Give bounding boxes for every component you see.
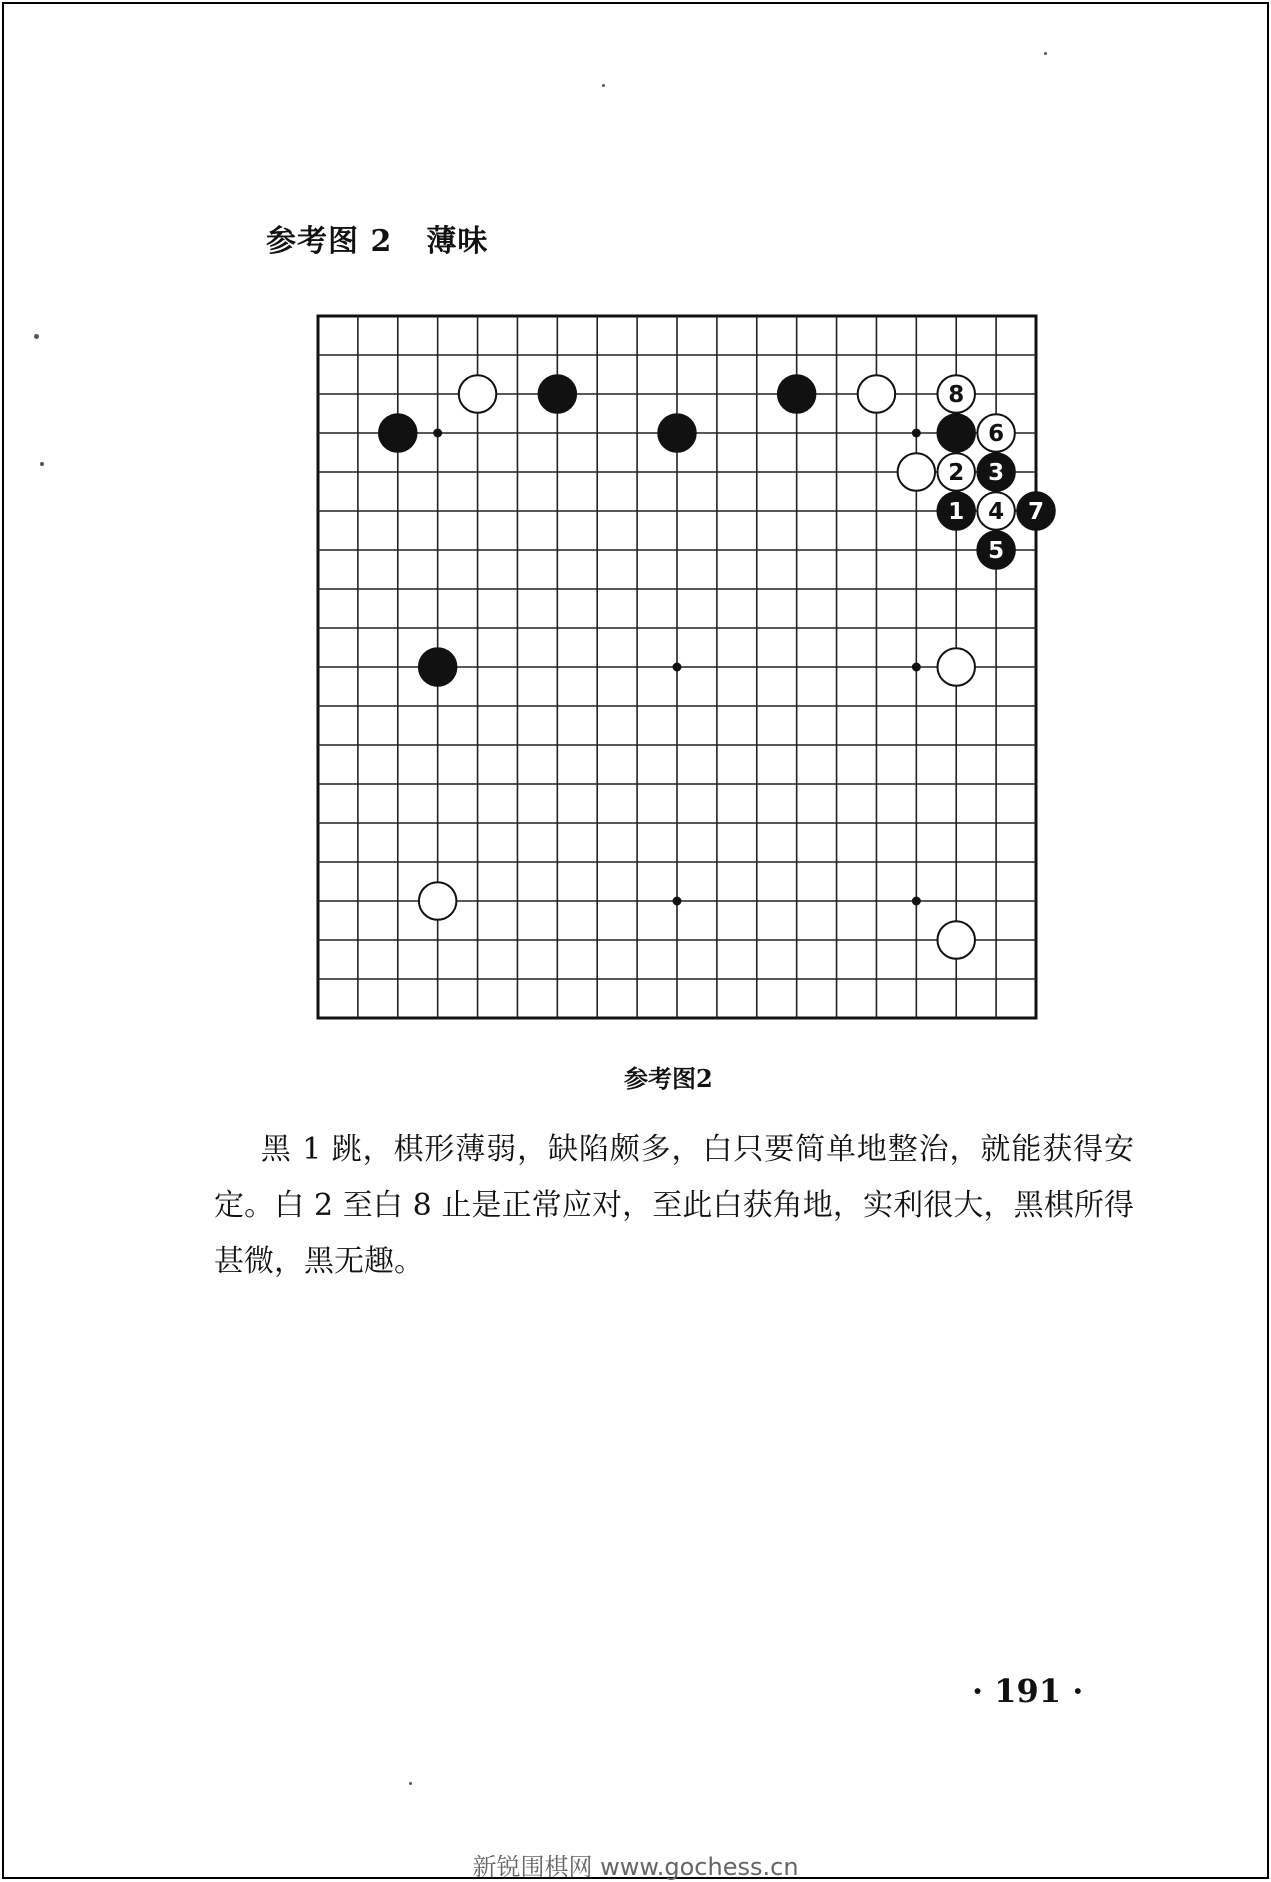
black-stone xyxy=(778,375,815,412)
move-number-label: 3 xyxy=(988,460,1005,486)
move-number-label: 4 xyxy=(988,499,1005,525)
white-stone xyxy=(937,921,974,958)
black-stone xyxy=(379,414,416,451)
black-stone xyxy=(539,375,576,412)
move-number-label: 5 xyxy=(988,538,1005,564)
go-board-diagram xyxy=(4,4,1271,1881)
star-point xyxy=(912,429,921,438)
scan-speck xyxy=(1044,52,1047,55)
commentary-text: 黑 1 跳，棋形薄弱，缺陷颇多，白只要简单地整治，就能获得安定。白 2 至白 8 止是正常应对，至此白获角地，实利很大，黑棋所得甚微，黑无趣。 xyxy=(214,1132,1134,1279)
star-point xyxy=(673,897,682,906)
star-point xyxy=(912,663,921,672)
page-number: · 191 · xyxy=(972,1672,1084,1710)
heading-label: 参考图 2 xyxy=(266,224,393,259)
star-point xyxy=(673,663,682,672)
scan-speck xyxy=(40,462,44,466)
white-stone xyxy=(858,375,895,412)
white-stone xyxy=(459,375,496,412)
move-number-label: 6 xyxy=(988,421,1005,447)
move-number-label: 1 xyxy=(948,499,965,525)
white-stone xyxy=(419,882,456,919)
scan-speck xyxy=(34,334,39,339)
black-stone xyxy=(937,414,974,451)
commentary-paragraph xyxy=(214,1122,1134,1290)
figure-caption: 参考图2 xyxy=(624,1064,713,1093)
black-stone xyxy=(658,414,695,451)
white-stone xyxy=(937,648,974,685)
book-page xyxy=(2,2,1269,1879)
move-number-label: 8 xyxy=(948,382,965,408)
watermark-footer: 新锐围棋网 www.gochess.cn xyxy=(472,1853,799,1881)
move-number-label: 7 xyxy=(1027,499,1045,525)
star-point xyxy=(912,897,921,906)
scan-speck xyxy=(409,1782,412,1785)
scan-speck xyxy=(602,84,605,87)
black-stone xyxy=(419,648,456,685)
move-number-label: 2 xyxy=(948,460,965,486)
heading-title: 薄味 xyxy=(426,224,489,259)
star-point xyxy=(433,429,442,438)
white-stone xyxy=(898,453,935,490)
